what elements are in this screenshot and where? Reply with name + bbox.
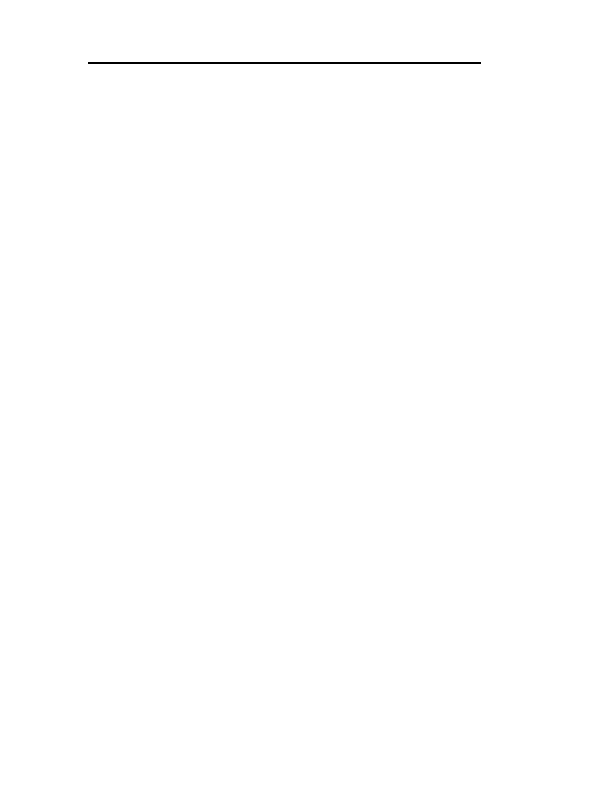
header-rule <box>88 62 481 64</box>
music-staff <box>88 414 481 454</box>
music-staff <box>88 98 481 138</box>
staff-system-3 <box>88 310 481 400</box>
staff-system-1 <box>88 98 481 188</box>
staff-system-4 <box>88 414 481 504</box>
staff-system-2 <box>88 203 481 293</box>
music-staff <box>88 203 481 243</box>
music-staff <box>88 310 481 350</box>
